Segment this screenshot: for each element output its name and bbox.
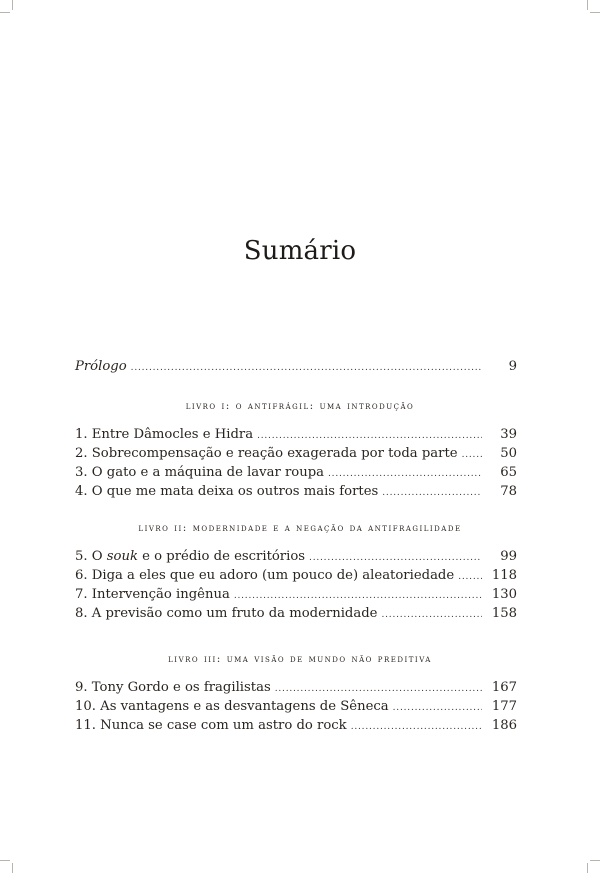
toc-entry[interactable] xyxy=(75,604,517,623)
toc-entry[interactable] xyxy=(75,482,517,501)
crop-mark-top-right-h xyxy=(590,12,600,13)
toc-entry-label: 5. O souk e o prédio de escritórios xyxy=(75,549,306,564)
crop-mark-bottom-right xyxy=(587,863,588,873)
toc-entry-label: 3. O gato e a máquina de lavar roupa xyxy=(75,465,324,480)
toc-entry-page: 186 xyxy=(491,718,517,733)
toc-leader-dots xyxy=(462,446,482,465)
toc-leader-dots xyxy=(351,718,482,737)
toc-entry-page: 39 xyxy=(500,427,517,442)
toc-entry[interactable] xyxy=(75,585,517,604)
toc-entry-label: Prólogo xyxy=(75,359,127,374)
toc-entry[interactable] xyxy=(75,566,517,585)
toc-entry-page: 177 xyxy=(491,699,517,714)
toc-leader-dots xyxy=(382,484,482,503)
toc-entry[interactable] xyxy=(75,444,517,463)
toc-entry-label: 7. Intervenção ingênua xyxy=(75,587,230,602)
toc-part-1 xyxy=(75,425,517,501)
toc-entry-page: 65 xyxy=(500,465,517,480)
toc-leader-dots xyxy=(131,359,482,378)
toc-entry[interactable] xyxy=(75,547,517,566)
toc-leader-dots xyxy=(458,568,482,587)
toc-entry[interactable] xyxy=(75,697,517,716)
toc-entry-label: 1. Entre Dâmocles e Hidra xyxy=(75,427,254,442)
toc-entry-page: 78 xyxy=(500,484,517,499)
crop-mark-bottom-left xyxy=(12,863,13,873)
toc-entry-label: 4. O que me mata deixa os outros mais fortes xyxy=(75,484,379,499)
toc-entry[interactable] xyxy=(75,425,517,444)
toc-entry-page: 130 xyxy=(491,587,517,602)
toc-entry-label: 11. Nunca se case com um astro do rock xyxy=(75,718,347,733)
toc-entry-label: 8. A previsão como um fruto da modernidade xyxy=(75,606,378,621)
toc-entry-page: 158 xyxy=(491,606,517,621)
crop-mark-top-left-h xyxy=(0,12,10,13)
toc-part-2 xyxy=(75,547,517,623)
toc-entry[interactable] xyxy=(75,463,517,482)
toc-entry-page: 50 xyxy=(500,446,517,461)
toc-prologue xyxy=(75,357,517,376)
toc-entry[interactable] xyxy=(75,678,517,697)
part-heading: livro iii: uma visão de mundo não preditiva xyxy=(168,653,432,665)
toc-part-3 xyxy=(75,678,517,735)
toc-entry-label: 2. Sobrecompensação e reação exagerada por toda parte xyxy=(75,446,458,461)
toc-entry-label: 10. As vantagens e as desvantagens de Sêneca xyxy=(75,699,389,714)
toc-leader-dots xyxy=(393,699,482,718)
crop-mark-top-left xyxy=(12,0,13,10)
crop-mark-bottom-right-h xyxy=(590,860,600,861)
part-heading: livro i: o antifrágil: uma introdução xyxy=(185,400,415,412)
part-heading: livro ii: modernidade e a negação da antifragilidade xyxy=(138,522,462,534)
toc-entry-label: 9. Tony Gordo e os fragilistas xyxy=(75,680,271,695)
crop-mark-bottom-left-h xyxy=(0,860,10,861)
toc-entry-page: 99 xyxy=(500,549,517,564)
toc-entry-label: 6. Diga a eles que eu adoro (um pouco de) aleatoriedade xyxy=(75,568,455,583)
crop-mark-top-right xyxy=(587,0,588,10)
toc-entry-page: 118 xyxy=(491,568,517,583)
toc-entry-page: 9 xyxy=(508,359,517,374)
toc-leader-dots xyxy=(381,606,482,625)
toc-entry-page: 167 xyxy=(491,680,517,695)
toc-entry[interactable] xyxy=(75,357,517,376)
toc-entry[interactable] xyxy=(75,716,517,735)
page-title: Sumário xyxy=(243,236,357,266)
